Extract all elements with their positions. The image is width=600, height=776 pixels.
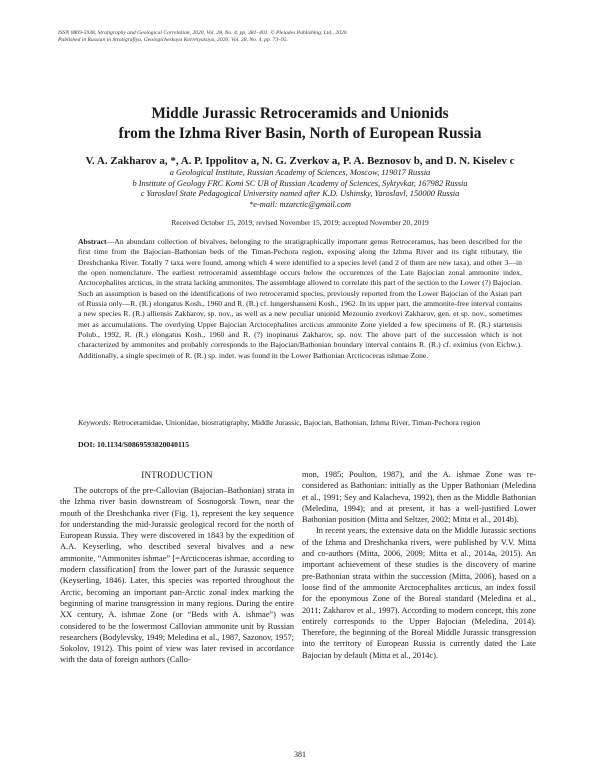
affiliation-a: a Geological Institute, Russian Academy of Sciences, Moscow, 119017 Russia (169, 168, 431, 177)
section-heading-introduction: INTRODUCTION (141, 470, 213, 480)
affiliation-c: c Yaroslavl State Pedagogical University named after K.D. Ushinsky, Yaroslavl, 150000 Russia (140, 189, 460, 199)
paragraph: mon, 1985; Poulton, 1987), and the A. ishmae Zone was re-considered as Bathonian: initially as the Upper Bathonian (Meledina et al., 1991; Sey and Kalacheva, 1992), then as the Middle Bathonian (Meledina, 1994); and at present, it has a well-justified Lower Bathonian position (Mitta and Seltzer, 2002; Mitta et al., 2014b). (302, 470, 536, 525)
article-title (40, 104, 560, 144)
title-line-1: Middle Jurassic Retroceramids and Unionids (151, 105, 449, 122)
running-head-line-2: Published in Russian in Stratigrafiya, Geologicheskaya Korrelyatsiya, 2020, Vol. 28, No. 4, pp. 73–95. (58, 37, 289, 43)
title-line-2: from the Izhma River Basin, North of European Russia (118, 125, 482, 142)
doi: DOI: 10.1134/S0869593820040115 (78, 440, 190, 449)
abstract (78, 237, 522, 361)
paragraph: The outcrops of the pre-Callovian (Bajocian–Bathonian) strata in the Izhma river basin downstream of Sosnogorsk Town, near the mouth of the Dreshchanka river (Fig. 1), represent the key sequence for understanding the mid-Jurassic geological record for the north of European Russia. They were discovered in 1843 by the expedition of A.A. Keyserling, who described several bivalves and a new ammonite, “Ammonites ishmae” [=Arcticoceras ishmae, according to modern classification] from the lower part of the Jurassic sequence (Keyserling, 1846). Later, this species was reported throughout the Arctic, becoming an important pan-Arctic zonal index marking the beginning of marine transgression in many regions. During the entire XX century, A. ishmae Zone (or “Beds with A. ishmae”) was considered to be the lowermost Callovian ammonite unit by Russian researchers (Bodylevsky, 1949; Meledina et al., 1987, Sazonov, 1957; Sokolov, 1912). This point of view was later revised in accordance with the data of foreign authors (Callo- (60, 486, 294, 665)
running-head (58, 30, 548, 44)
affiliation-b: b Institute of Geology FRC Komi SC UB of Russian Academy of Sciences, Syktyvkar, 167982 Russia (132, 178, 468, 188)
body-column-right (302, 469, 536, 661)
author-list: V. A. Zakharov a, *, A. P. Ippolitov a, N. G. Zverkov a, P. A. Beznosov b, and D. N. Kiselev c (85, 155, 515, 167)
contact-email: *e-mail: mzarctic@gmail.com (249, 199, 351, 209)
keywords-text: Retroceramidae, Unionidae, biostratigraphy, Middle Jurassic, Bajocian, Bathonian, Izhma River, Timan-Pechora region (112, 418, 481, 427)
affiliations (40, 168, 560, 210)
running-head-line-1: ISSN 0869-5938, Stratigraphy and Geological Correlation, 2020, Vol. 28, No. 4, pp. 381–401. © Pleiades Publishing, Ltd., 2020. (58, 30, 348, 36)
body-column-left (60, 469, 294, 666)
keywords-label: Keywords: (78, 418, 112, 427)
paragraph: In recent years, the extensive data on the Middle Jurassic sections of the Izhma and Dreshchanka rivers, were published by V.V. Mitta and co-authors (Mitta, 2006, 2009; Mitta et al., 2014a, 2015). An important achievement of these studies is the discovery of marine pre-Bathonian strata within the succession (Mitta, 2006), based on a loose find of the ammonite Arctocephalites arcticus, an index fossil for the eponymous Zone of the Boreal standard (Meledina et al., 2011; Zakharov et al., 1997). According to modern concept, this zone entirely corresponds to the Upper Bajocian (Meledina, 2014). Therefore, the beginning of the Boreal Middle Jurassic transgression into the territory of European Russia is currently dated the Late Bajocian by default (Mitta et al., 2014c). (302, 526, 536, 660)
keywords (78, 418, 522, 428)
abstract-text: —An abundant collection of bivalves, belonging to the stratigraphically important genus Retroceramus, has been described for the first time from the Bajocian–Bathonian beds of the Timan-Pechora region, exposing along the Izhma River and its right tributary, the Dreshchanka River. Totally 7 taxa were found, among which 4 were identified to a species level (and 2 of them are new taxa), and other 3—in the open nomenclature. The earliest retroceramid assemblage occurs below the occurences of the Late Bajocian zonal ammonite index, Arctocephalites arcticus, in the strata lacking ammonites. The assemblage allowed to correlate this part of the section to the Lower (?) Bajocian. Such an assumption is based on the identifications of two retroceramid species, previously reported from the Lower Bajocian of the Asian part of Russia only—R. (R.) elongatus Kosh., 1960 and R. (R.) cf. lungershauseni Kosh., 1962. In its upper part, the ammonite-free interval contains a new species R. (R.) alliensis Zakharov, sp. nov., as well as a new peculiar unionid Mezounio zverkovi Zakharov, gen. et sp. nov., sometimes met as accumulations. The overlying Upper Bajocian Arctocephalites arcticus ammonite Zone yielded a few specimens of R. (R.) startensis Polub., 1992, R. (R.) elongatus Kosh., 1960 and R. (?) inopinatus Zakharov, sp. nov. The above part of the succession which is not characterized by ammonites and probably corresponds to the Bajocian/Bathonian boundary interval contains R. (R.) cf. eximius (von Eichw.). Additionally, a single specimen of R. (R.) sp. indet. was found in the Lower Bathonian Arcticoceras ishmae Zone. (78, 237, 522, 360)
abstract-label: Abstract (78, 237, 107, 246)
received-dates: Received October 15, 2019; revised November 15, 2019; accepted November 20, 2019 (171, 218, 429, 227)
page-number: 381 (294, 750, 306, 759)
